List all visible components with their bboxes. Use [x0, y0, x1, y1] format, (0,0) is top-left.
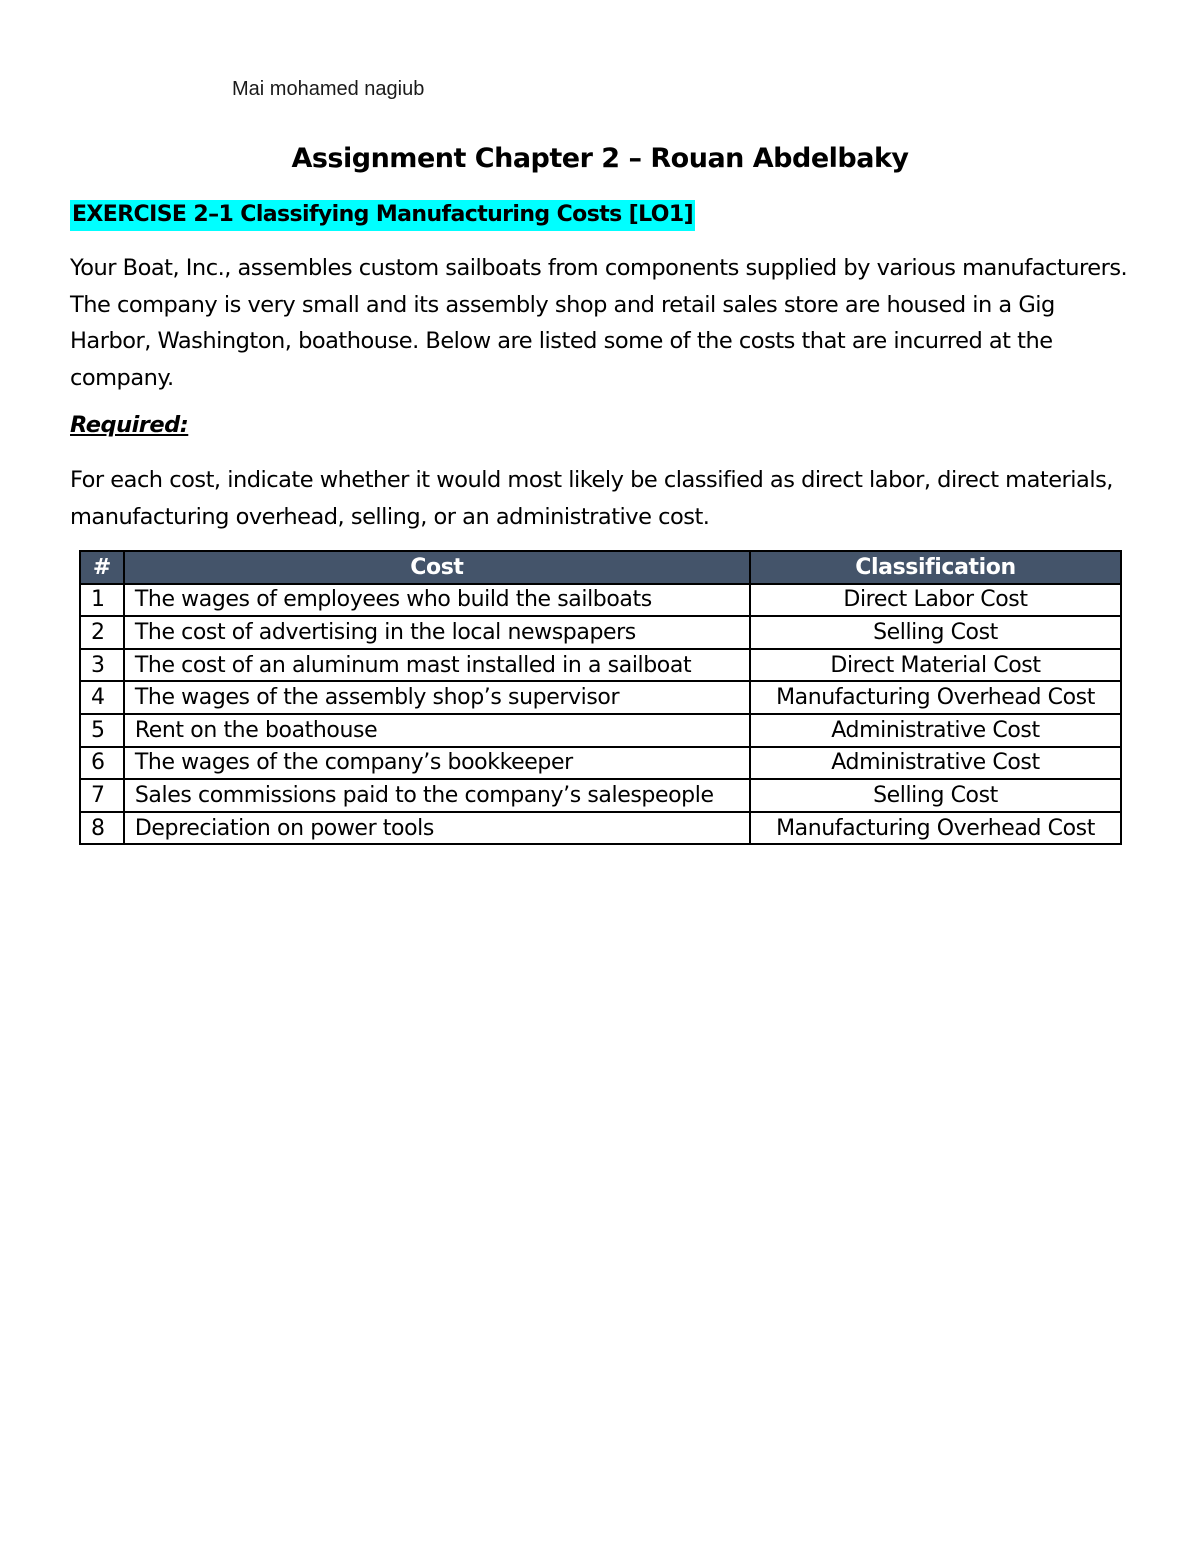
column-header-cost: Cost [124, 551, 750, 584]
intro-paragraph: Your Boat, Inc., assembles custom sailboats from components supplied by various manufacturers. The company is very small and its assembly shop and retail sales store are housed in a Gig Harbor, Washington, boathouse. Below are listed some of the costs that are incurred at the company. [70, 255, 1128, 391]
required-label: Required: [70, 412, 189, 438]
column-header-classification: Classification [750, 551, 1121, 584]
instruction-paragraph: For each cost, indicate whether it would most likely be classified as direct labor, direct materials, manufacturing overhead, selling, or an administrative cost. [70, 467, 1113, 530]
table-row [80, 616, 1121, 649]
row-cost: Depreciation on power tools [124, 812, 750, 845]
row-cost: The wages of the company’s bookkeeper [124, 747, 750, 780]
table-row [80, 747, 1121, 780]
table-header-row [80, 551, 1121, 584]
row-number: 5 [80, 714, 124, 747]
cost-classification-table [79, 550, 1122, 845]
table-row [80, 714, 1121, 747]
page-title: Assignment Chapter 2 – Rouan Abdelbaky [291, 143, 909, 174]
row-number: 8 [80, 812, 124, 845]
row-classification: Direct Labor Cost [750, 584, 1121, 617]
table-row [80, 812, 1121, 845]
table-row [80, 779, 1121, 812]
row-number: 2 [80, 616, 124, 649]
row-cost: Rent on the boathouse [124, 714, 750, 747]
row-classification: Manufacturing Overhead Cost [750, 812, 1121, 845]
author-name: Mai mohamed nagiub [232, 78, 425, 100]
row-cost: The cost of advertising in the local newspapers [124, 616, 750, 649]
row-cost: Sales commissions paid to the company’s salespeople [124, 779, 750, 812]
row-cost: The wages of employees who build the sailboats [124, 584, 750, 617]
table-row [80, 681, 1121, 714]
row-number: 3 [80, 649, 124, 682]
row-classification: Manufacturing Overhead Cost [750, 681, 1121, 714]
table-row [80, 584, 1121, 617]
row-number: 4 [80, 681, 124, 714]
row-number: 1 [80, 584, 124, 617]
row-classification: Selling Cost [750, 779, 1121, 812]
row-classification: Administrative Cost [750, 747, 1121, 780]
row-classification: Administrative Cost [750, 714, 1121, 747]
row-cost: The wages of the assembly shop’s supervisor [124, 681, 750, 714]
row-cost: The cost of an aluminum mast installed in a sailboat [124, 649, 750, 682]
exercise-heading: EXERCISE 2–1 Classifying Manufacturing Costs [LO1] [70, 200, 695, 231]
row-number: 7 [80, 779, 124, 812]
row-classification: Selling Cost [750, 616, 1121, 649]
row-number: 6 [80, 747, 124, 780]
column-header-number: # [80, 551, 124, 584]
row-classification: Direct Material Cost [750, 649, 1121, 682]
table-row [80, 649, 1121, 682]
